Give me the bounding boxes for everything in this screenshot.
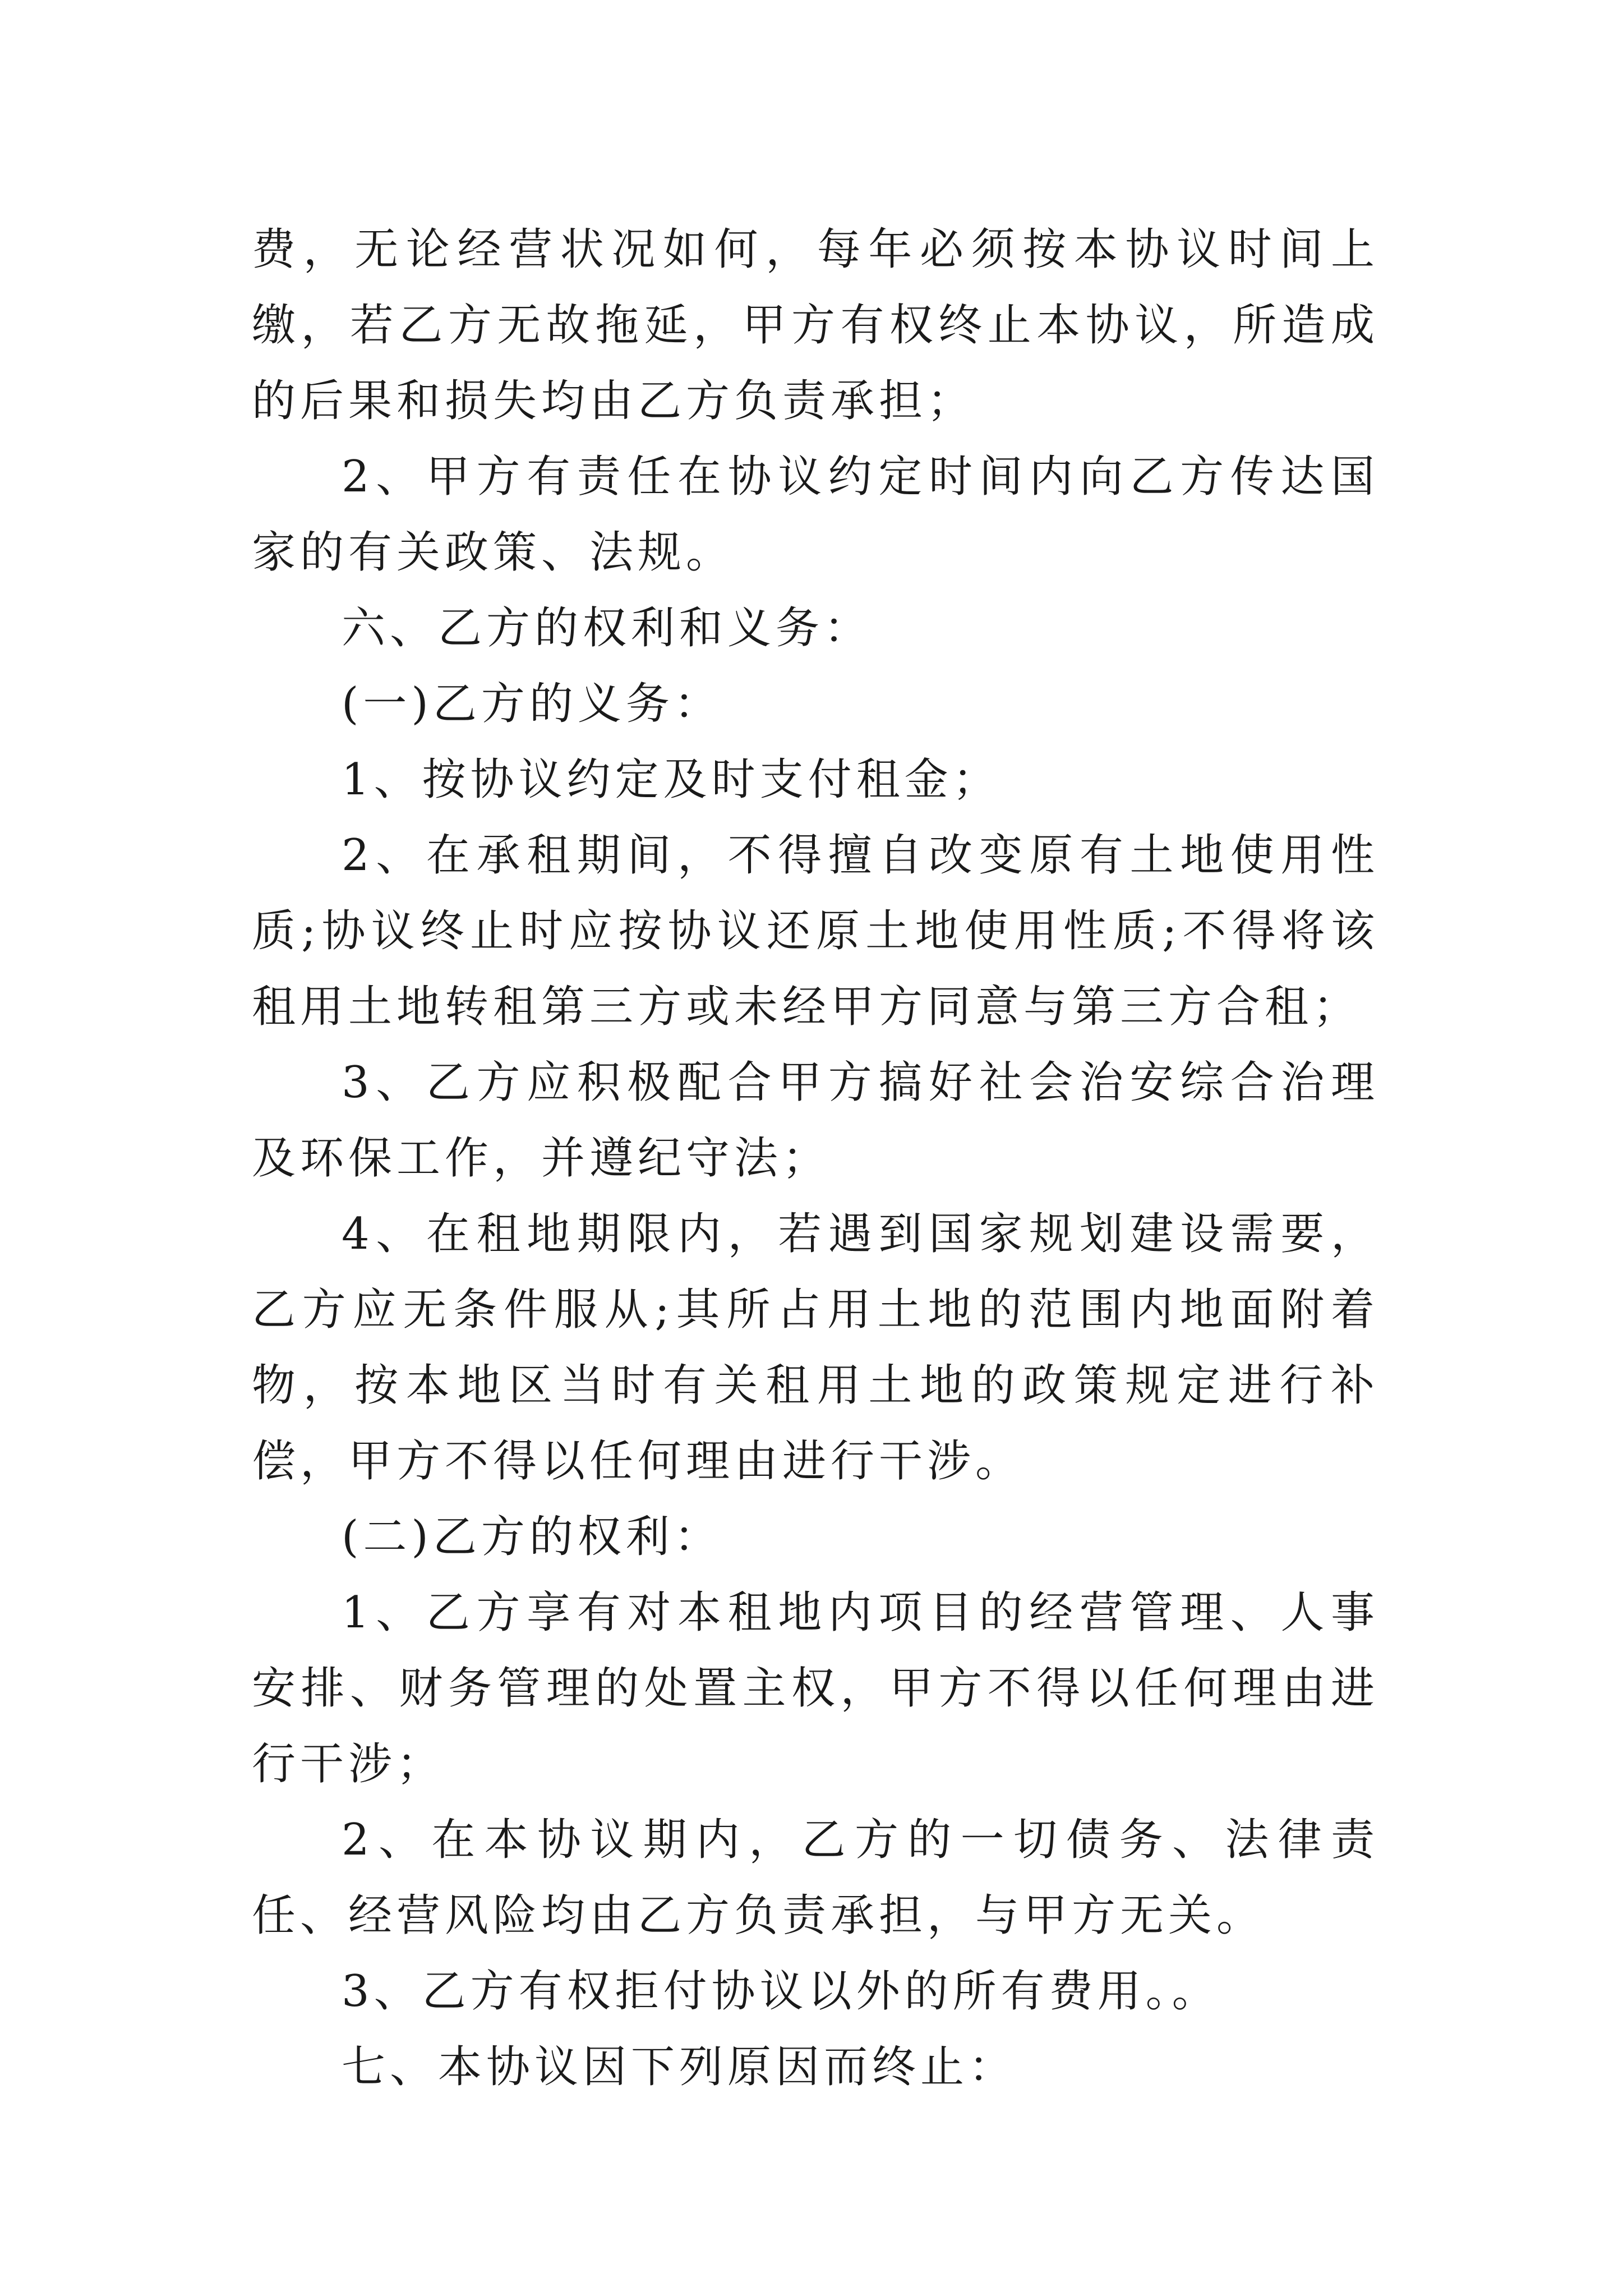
section-heading-7: 七、本协议因下列原因而终止： <box>342 2042 1017 2092</box>
section-heading-6: 六、乙方的权利和义务： <box>342 603 873 654</box>
subsection-heading-rights: (二)乙方的权利： <box>342 1512 722 1562</box>
obligation-item-4: 4、在租地期限内，若遇到国家规划建设需要，乙方应无条件服从;其所占用土地的范围内地面附着物，按本地区当时有关租用土地的政策规定进行补偿，甲方不得以任何理由进行干涉。 <box>252 1209 1379 1487</box>
obligation-item-1: 1、按协议约定及时支付租金； <box>342 754 1001 805</box>
obligation-item-2: 2、在承租期间，不得擅自改变原有土地使用性质;协议终止时应按协议还原土地使用性质;不得将该租用土地转租第三方或未经甲方同意与第三方合租； <box>252 830 1379 1032</box>
paragraph-party-a-duty-2: 2、甲方有责任在协议约定时间内向乙方传达国家的有关政策、法规。 <box>252 452 1379 578</box>
subsection-heading-obligations: (一)乙方的义务： <box>342 679 722 729</box>
rights-item-3: 3、乙方有权拒付协议以外的所有费用。。 <box>342 1966 1220 2017</box>
paragraph-continuation: 费，无论经营状况如何，每年必须按本协议时间上缴，若乙方无故拖延，甲方有权终止本协议，所造成的后果和损失均由乙方负责承担； <box>252 224 1379 426</box>
obligation-item-3: 3、乙方应积极配合甲方搞好社会治安综合治理及环保工作，并遵纪守法； <box>252 1057 1379 1184</box>
document-body <box>252 212 1379 2105</box>
rights-item-2: 2、在本协议期内，乙方的一切债务、法律责任、经营风险均由乙方负责承担，与甲方无关。 <box>252 1815 1379 1941</box>
rights-item-1: 1、乙方享有对本租地内项目的经营管理、人事安排、财务管理的处置主权，甲方不得以任何理由进行干涉； <box>252 1588 1379 1789</box>
